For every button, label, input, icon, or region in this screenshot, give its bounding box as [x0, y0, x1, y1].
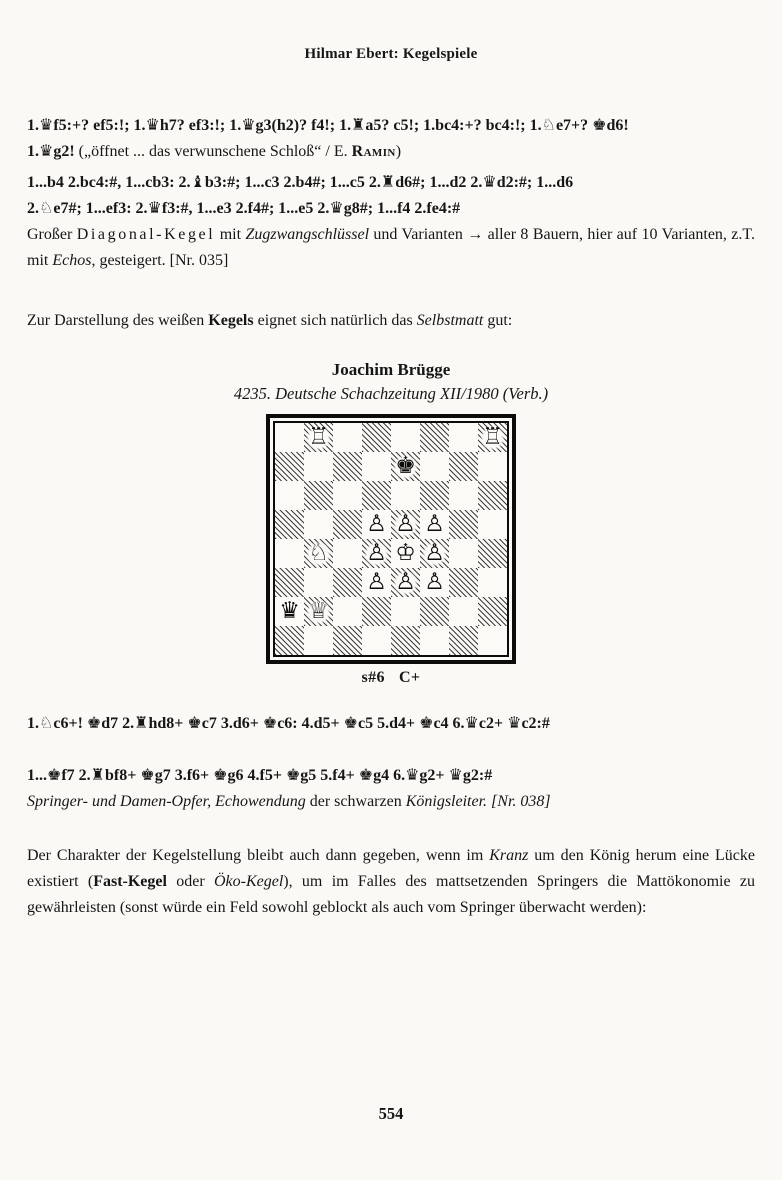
square-e1	[391, 626, 420, 655]
square-d3	[362, 568, 391, 597]
white-pawn-e5: ♙	[391, 510, 420, 539]
square-f3	[420, 568, 449, 597]
problem-heading	[27, 358, 755, 405]
square-e3	[391, 568, 420, 597]
square-a4	[275, 539, 304, 568]
stipulation-selfmate: s#6	[361, 669, 385, 686]
chess-diagram-section	[27, 414, 755, 687]
solution-main-line: 1.♘c6+! ♚d7 2.♜hd8+ ♚c7 3.d6+ ♚c6: 4.d5+ ♚c5 5.d4+ ♚c4 6.♛c2+ ♛c2:#	[27, 715, 550, 732]
square-b4	[304, 539, 333, 568]
square-c7	[333, 452, 362, 481]
text-segment: Ramin	[351, 143, 396, 160]
square-e8	[391, 423, 420, 452]
comment-paragraph-nr035	[27, 222, 755, 274]
white-pawn-d4: ♙	[362, 539, 391, 568]
square-e2	[391, 597, 420, 626]
character-paragraph	[27, 843, 755, 921]
white-pawn-d5: ♙	[362, 510, 391, 539]
white-pawn-f3: ♙	[420, 568, 449, 597]
white-knight-b4: ♘	[304, 539, 333, 568]
square-g4	[449, 539, 478, 568]
text-segment: Selbstmatt	[416, 312, 484, 329]
square-h4	[478, 539, 507, 568]
square-a7	[275, 452, 304, 481]
text-segment: 1.♛g2!	[27, 143, 79, 160]
square-g6	[449, 481, 478, 510]
square-e4	[391, 539, 420, 568]
chessboard	[275, 423, 507, 655]
notation-line-key	[27, 139, 755, 165]
square-d7	[362, 452, 391, 481]
square-h5	[478, 510, 507, 539]
square-b8	[304, 423, 333, 452]
text-segment: Fast-Kegel	[93, 873, 167, 890]
square-h1	[478, 626, 507, 655]
text-segment: gut:	[483, 312, 513, 329]
square-d1	[362, 626, 391, 655]
white-king-e4: ♔	[391, 539, 420, 568]
square-c8	[333, 423, 362, 452]
white-pawn-d3: ♙	[362, 568, 391, 597]
square-h8	[478, 423, 507, 452]
text-segment: )	[395, 143, 402, 160]
square-g8	[449, 423, 478, 452]
square-a3	[275, 568, 304, 597]
text-segment: Öko-Kegel	[213, 873, 284, 890]
text-segment: , gesteigert. [Nr. 035]	[91, 252, 229, 269]
square-c6	[333, 481, 362, 510]
problem-source: 4235. Deutsche Schachzeitung XII/1980 (Verb.)	[233, 384, 549, 403]
square-d4	[362, 539, 391, 568]
text-segment: Springer- und Damen-Opfer, Echowendung	[27, 793, 306, 810]
square-e7	[391, 452, 420, 481]
intro-paragraph	[27, 308, 755, 334]
notation-block-variations	[27, 170, 755, 274]
black-queen-a2: ♛	[275, 597, 304, 626]
square-c5	[333, 510, 362, 539]
notation-block-previous-problem	[27, 113, 755, 165]
text-segment: Zugzwangschlüssel	[245, 226, 370, 243]
text-segment: („öffnet ... das verwunschene Schloß“ / E.	[78, 143, 352, 160]
square-c1	[333, 626, 362, 655]
solution-echo-block	[27, 763, 755, 815]
square-h3	[478, 568, 507, 597]
text-segment: Kranz	[489, 847, 529, 864]
square-b6	[304, 481, 333, 510]
square-b3	[304, 568, 333, 597]
text-segment: Diagonal-Kegel	[76, 226, 216, 243]
square-g3	[449, 568, 478, 597]
square-c4	[333, 539, 362, 568]
text-segment: Kegels	[208, 312, 254, 329]
black-king-e7: ♚	[391, 452, 420, 481]
square-a1	[275, 626, 304, 655]
text-segment: und Varianten → aller 8 Bauern, hier auf 10 Varianten, z.T. mit	[27, 226, 755, 269]
notation-line-variations-2: 2.♘e7#; 1...ef3: 2.♛f3:#, 1...e3 2.f4#; 1...e5 2.♛g8#; 1...f4 2.fe4:#	[27, 200, 461, 217]
square-f1	[420, 626, 449, 655]
square-g1	[449, 626, 478, 655]
notation-line-variations-1: 1...b4 2.bc4:#, 1...cb3: 2.♝b3:#; 1...c3 2.b4#; 1...c5 2.♜d6#; 1...d2 2.♛d2:#; 1...d6	[27, 174, 574, 191]
square-f5	[420, 510, 449, 539]
square-c3	[333, 568, 362, 597]
square-a8	[275, 423, 304, 452]
text-segment: Großer	[27, 226, 77, 243]
square-e5	[391, 510, 420, 539]
chess-diagram-inner-border	[273, 421, 509, 657]
square-g2	[449, 597, 478, 626]
solution-echo-line: 1...♚f7 2.♜bf8+ ♚g7 3.f6+ ♚g6 4.f5+ ♚g5 5.f4+ ♚g4 6.♛g2+ ♛g2:#	[27, 767, 493, 784]
square-c2	[333, 597, 362, 626]
white-pawn-e3: ♙	[391, 568, 420, 597]
square-h6	[478, 481, 507, 510]
square-b1	[304, 626, 333, 655]
text-segment: eignet sich natürlich das	[253, 312, 417, 329]
computer-tested-mark: C+	[398, 669, 421, 686]
white-pawn-f4: ♙	[420, 539, 449, 568]
solution-comment-nr038	[27, 789, 755, 815]
text-segment: Der Charakter der Kegelstellung bleibt auch dann gegeben, wenn im	[27, 847, 490, 864]
square-e6	[391, 481, 420, 510]
text-segment: um den König herum eine Lücke existiert (	[27, 847, 755, 890]
stipulation-line	[362, 669, 421, 687]
text-segment: mit	[215, 226, 246, 243]
running-head: Hilmar Ebert: Kegelspiele	[304, 46, 478, 62]
white-pawn-f5: ♙	[420, 510, 449, 539]
square-d6	[362, 481, 391, 510]
problem-author: Joachim Brügge	[331, 360, 451, 379]
square-f8	[420, 423, 449, 452]
square-d5	[362, 510, 391, 539]
square-b7	[304, 452, 333, 481]
square-f2	[420, 597, 449, 626]
square-g7	[449, 452, 478, 481]
chess-diagram-frame	[266, 414, 516, 664]
white-rook-b8: ♖	[304, 423, 333, 452]
square-h7	[478, 452, 507, 481]
square-g5	[449, 510, 478, 539]
white-queen-b2: ♕	[304, 597, 333, 626]
square-a6	[275, 481, 304, 510]
text-segment: Königsleiter. [Nr. 038]	[405, 793, 551, 810]
square-a2	[275, 597, 304, 626]
page-number: 554	[378, 1104, 404, 1123]
text-segment: der schwarzen	[305, 793, 406, 810]
square-f4	[420, 539, 449, 568]
square-f6	[420, 481, 449, 510]
white-rook-h8: ♖	[478, 423, 507, 452]
text-segment: ), um im Falles des mattsetzenden Springers die Mattökonomie zu gewährleisten (sonst würde ein Feld sowohl geblockt als auch vom Springer überwacht werden):	[27, 873, 755, 916]
square-d8	[362, 423, 391, 452]
square-h2	[478, 597, 507, 626]
square-d2	[362, 597, 391, 626]
square-f7	[420, 452, 449, 481]
notation-line-tries: 1.♛f5:+? ef5:!; 1.♛h7? ef3:!; 1.♛g3(h2)? f4!; 1.♜a5? c5!; 1.bc4:+? bc4:!; 1.♘e7+? ♚d6!	[27, 117, 629, 134]
text-segment: oder	[166, 873, 214, 890]
text-segment: Zur Darstellung des weißen	[27, 312, 209, 329]
square-a5	[275, 510, 304, 539]
square-b5	[304, 510, 333, 539]
square-b2	[304, 597, 333, 626]
text-segment: Echos	[52, 252, 92, 269]
